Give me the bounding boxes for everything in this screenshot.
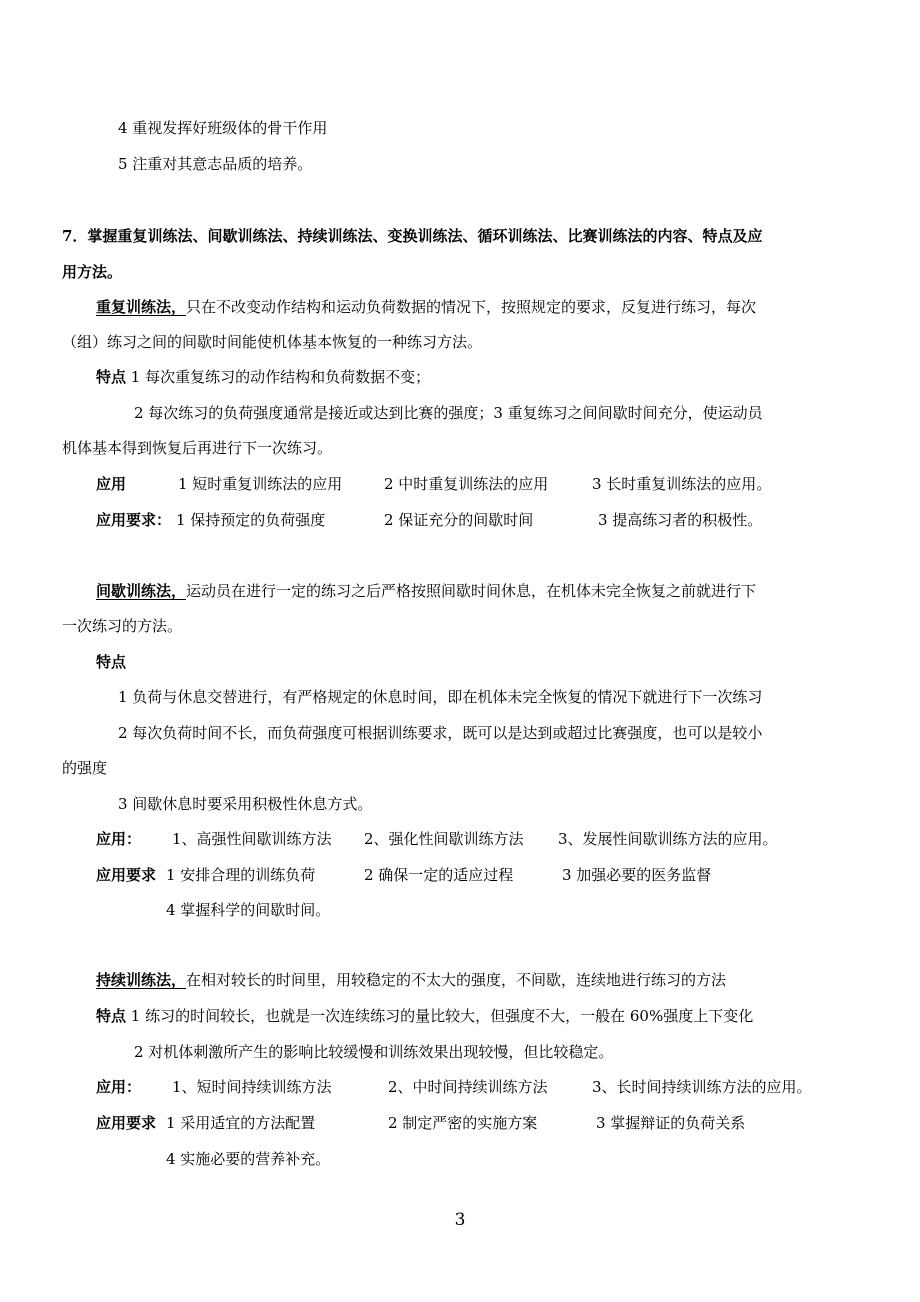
page-number: 3 xyxy=(454,1210,466,1230)
continuous-feature-1-text: 1 练习的时间较长，也就是一次连续练习的量比较大，但强度不大，一般在 60%强度上下变化 xyxy=(126,1007,754,1025)
continuous-req-1: 1 采用适宜的方法配置 xyxy=(166,1114,316,1132)
repeat-app-label: 应用 xyxy=(96,475,127,493)
interval-feature-2: 2 每次负荷时间不长，而负荷强度可根据训练要求，既可以是达到或超过比赛强度，也可以是较小 xyxy=(118,724,763,742)
continuous-app-label: 应用： xyxy=(96,1078,142,1096)
interval-term: 间歇训练法， xyxy=(96,582,187,600)
interval-feature-2-cont: 的强度 xyxy=(62,759,108,777)
repeat-definition xyxy=(96,297,756,317)
interval-app-1: 1、高强性间歇训练方法 xyxy=(172,830,332,848)
continuous-def-text: 在相对较长的时间里，用较稳定的不太大的强度，不间歇，连续地进行练习的方法 xyxy=(186,971,727,989)
section-heading-line1: 7．掌握重复训练法、间歇训练法、持续训练法、变换训练法、循环训练法、比赛训练法的内容、特点及应 xyxy=(62,227,763,245)
repeat-req-2: 2 保证充分的间歇时间 xyxy=(384,511,534,529)
continuous-feature-2: 2 对机体刺激所产生的影响比较缓慢和训练效果出现较慢，但比较稳定。 xyxy=(134,1043,614,1061)
repeat-feature-1-text: 1 每次重复练习的动作结构和负荷数据不变； xyxy=(126,368,431,386)
interval-app-3: 3、发展性间歇训练方法的应用。 xyxy=(558,830,778,848)
interval-feature-1: 1 负荷与休息交替进行，有严格规定的休息时间，即在机体未完全恢复的情况下就进行下一次练习 xyxy=(118,688,763,706)
continuous-req-2: 2 制定严密的实施方案 xyxy=(388,1114,538,1132)
repeat-definition-cont: （组）练习之间的间歇时间能使机体基本恢复的一种练习方法。 xyxy=(62,333,483,351)
interval-req-3: 3 加强必要的医务监督 xyxy=(562,866,712,884)
interval-app-2: 2、强化性间歇训练方法 xyxy=(364,830,524,848)
repeat-feature-2-cont: 机体基本得到恢复后再进行下一次练习。 xyxy=(62,439,333,457)
continuous-req-label: 应用要求 xyxy=(96,1114,157,1132)
interval-definition xyxy=(96,581,756,601)
repeat-app-3: 3 长时重复训练法的应用。 xyxy=(592,475,772,493)
continuous-term: 持续训练法， xyxy=(96,971,187,989)
repeat-term: 重复训练法， xyxy=(96,298,187,316)
section-heading-line2: 用方法。 xyxy=(62,263,123,281)
interval-def-text: 运动员在进行一定的练习之后严格按照间歇时间休息，在机体未完全恢复之前就进行下 xyxy=(186,582,757,600)
repeat-app-2: 2 中时重复训练法的应用 xyxy=(384,475,549,493)
interval-definition-cont: 一次练习的方法。 xyxy=(62,617,183,635)
continuous-feature-1 xyxy=(96,1006,753,1026)
interval-feature-3: 3 间歇休息时要采用积极性休息方式。 xyxy=(118,795,373,813)
continuous-req-4: 4 实施必要的营养补充。 xyxy=(166,1150,331,1168)
interval-feature-label: 特点 xyxy=(96,653,127,671)
continuous-req-3: 3 掌握辩证的负荷关系 xyxy=(596,1114,746,1132)
continuous-app-1: 1、短时间持续训练方法 xyxy=(172,1078,332,1096)
continuous-app-3: 3、长时间持续训练方法的应用。 xyxy=(592,1078,812,1096)
repeat-req-1: 1 保持预定的负荷强度 xyxy=(176,511,326,529)
continuous-app-2: 2、中时间持续训练方法 xyxy=(388,1078,548,1096)
repeat-feature-2: 2 每次练习的负荷强度通常是接近或达到比赛的强度；3 重复练习之间间歇时间充分，使运动员 xyxy=(134,404,763,422)
list-item-5: 5 注重对其意志品质的培养。 xyxy=(118,155,313,173)
list-item-4: 4 重视发挥好班级体的骨干作用 xyxy=(118,119,328,137)
interval-req-2: 2 确保一定的适应过程 xyxy=(364,866,514,884)
repeat-feature-label: 特点 xyxy=(96,368,127,386)
continuous-definition xyxy=(96,970,726,990)
interval-req-label: 应用要求 xyxy=(96,866,157,884)
repeat-app-1: 1 短时重复训练法的应用 xyxy=(178,475,343,493)
repeat-req-3: 3 提高练习者的积极性。 xyxy=(598,511,763,529)
interval-app-label: 应用： xyxy=(96,830,142,848)
repeat-req-label: 应用要求： xyxy=(96,511,172,529)
repeat-feature-1 xyxy=(96,367,430,387)
repeat-def-text: 只在不改变动作结构和运动负荷数据的情况下，按照规定的要求，反复进行练习，每次 xyxy=(186,298,757,316)
interval-req-4: 4 掌握科学的间歇时间。 xyxy=(166,901,331,919)
interval-req-1: 1 安排合理的训练负荷 xyxy=(166,866,316,884)
continuous-feature-label: 特点 xyxy=(96,1007,127,1025)
